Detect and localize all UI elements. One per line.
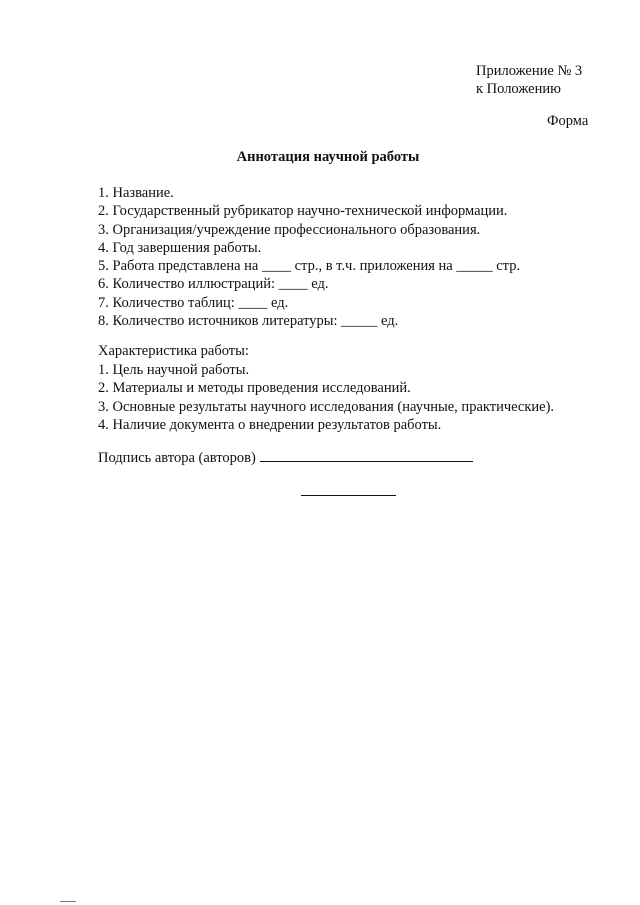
list-item: 8. Количество источников литературы: _____ ед. bbox=[98, 313, 399, 330]
appendix-line-1: Приложение № 3 bbox=[476, 63, 583, 79]
signature-blank bbox=[260, 449, 473, 462]
list-item: 2. Государственный рубрикатор научно-технической информации. bbox=[98, 203, 508, 220]
list-item: 6. Количество иллюстраций: ____ ед. bbox=[98, 276, 329, 293]
characteristics-list bbox=[98, 361, 554, 434]
signature-label: Подпись автора (авторов) bbox=[98, 450, 256, 466]
document-title: Аннотация научной работы bbox=[236, 149, 420, 165]
list-item: 1. Название. bbox=[98, 185, 174, 201]
scan-mark bbox=[60, 901, 76, 902]
appendix-line-2: к Положению bbox=[476, 81, 561, 97]
list-item: 1. Цель научной работы. bbox=[98, 362, 250, 378]
list-item: 3. Основные результаты научного исследования (научные, практические). bbox=[98, 398, 555, 415]
annotation-items-list bbox=[98, 184, 520, 330]
signature-line bbox=[98, 449, 473, 467]
list-item: 7. Количество таблиц: ____ ед. bbox=[98, 294, 289, 311]
end-rule-divider bbox=[301, 495, 396, 496]
characteristics-heading: Характеристика работы: bbox=[98, 343, 249, 359]
list-item: 3. Организация/учреждение профессионального образования. bbox=[98, 221, 481, 238]
form-label: Форма bbox=[547, 113, 589, 129]
list-item: 4. Наличие документа о внедрении результатов работы. bbox=[98, 416, 442, 433]
appendix-reference bbox=[476, 62, 582, 98]
list-item: 4. Год завершения работы. bbox=[98, 239, 262, 256]
list-item: 2. Материалы и методы проведения исследований. bbox=[98, 380, 411, 397]
list-item: 5. Работа представлена на ____ стр., в т.ч. приложения на _____ стр. bbox=[98, 258, 521, 275]
